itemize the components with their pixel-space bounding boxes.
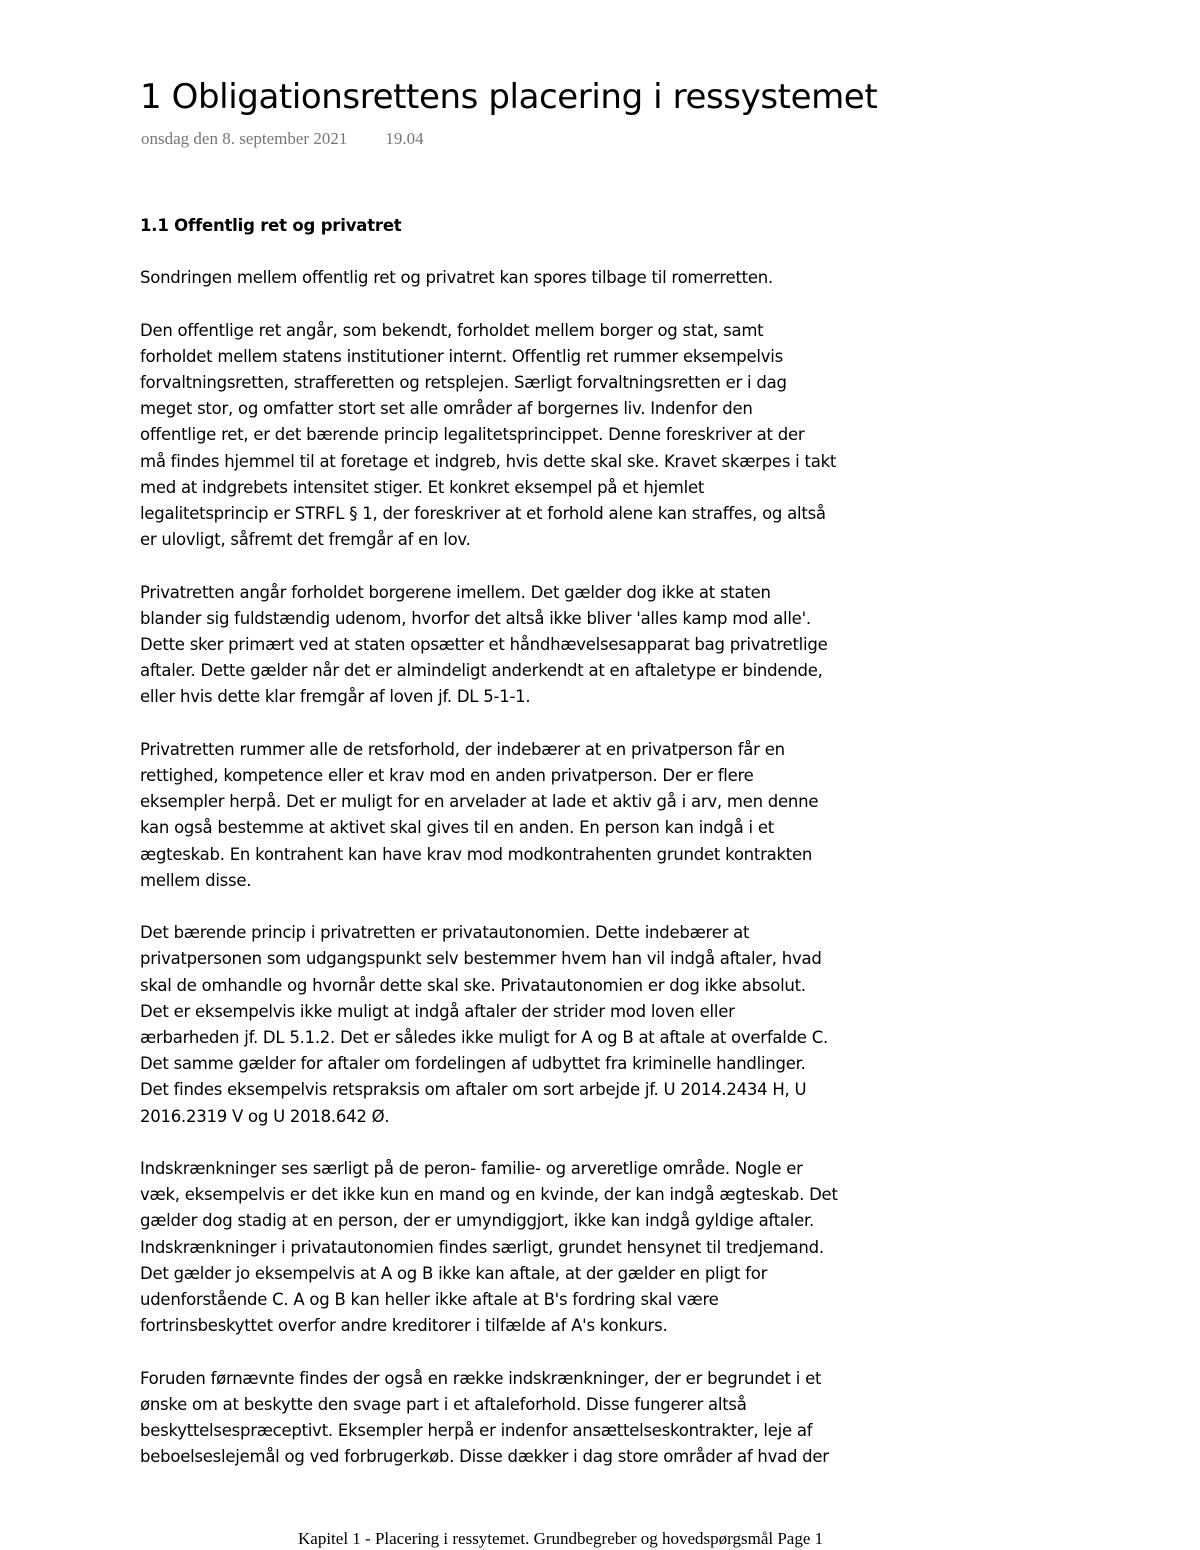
text-line: ærbarheden jf. DL 5.1.2. Det er således ikke muligt for A og B at aftale at overfalde C.: [140, 1028, 828, 1048]
document-body: [140, 213, 910, 1497]
text-line: forholdet mellem statens institutioner internt. Offentlig ret rummer eksempelvis: [140, 346, 783, 366]
text-line: ønske om at beskytte den svage part i et aftaleforhold. Disse fungerer altså: [140, 1394, 747, 1414]
text-line: Den offentlige ret angår, som bekendt, forholdet mellem borger og stat, samt: [140, 320, 764, 340]
text-line: Foruden førnævnte findes der også en række indskrænkninger, der er begrundet i et: [140, 1368, 822, 1388]
paragraph-list: [140, 265, 910, 1470]
paragraph: [140, 318, 910, 554]
paragraph: [140, 580, 910, 711]
text-line: Det gælder jo eksempelvis at A og B ikke kan aftale, at der gælder en pligt for: [140, 1263, 768, 1283]
text-line: med at indgrebets intensitet stiger. Et konkret eksempel på et hjemlet: [140, 477, 705, 497]
paragraph: [140, 737, 910, 894]
text-line: Privatretten angår forholdet borgerene imellem. Det gælder dog ikke at staten: [140, 582, 771, 602]
text-line: udenforstående C. A og B kan heller ikke aftale at B's fordring skal være: [140, 1290, 719, 1310]
paragraph: [140, 1156, 910, 1339]
text-line: 2016.2319 V og U 2018.642 Ø.: [140, 1106, 390, 1126]
text-line: Det samme gælder for aftaler om fordelingen af udbyttet fra kriminelle handlinger.: [140, 1054, 806, 1074]
text-line: fortrinsbeskyttet overfor andre kreditorer i tilfælde af A's konkurs.: [140, 1316, 668, 1336]
text-line: offentlige ret, er det bærende princip legalitetsprincippet. Denne foreskriver at der: [140, 425, 805, 445]
text-line: meget stor, og omfatter stort set alle områder af borgernes liv. Indenfor den: [140, 399, 753, 419]
text-line: gælder dog stadig at en person, der er umyndiggjort, ikke kan indgå gyldige aftaler.: [140, 1211, 815, 1231]
text-line: Det bærende princip i privatretten er privatautonomien. Dette indebærer at: [140, 923, 750, 943]
text-line: skal de omhandle og hvornår dette skal ske. Privatautonomien er dog ikke absolut.: [140, 975, 806, 995]
text-line: legalitetsprincip er STRFL § 1, der foreskriver at et forhold alene kan straffes, og altså: [140, 504, 826, 524]
text-line: Sondringen mellem offentlig ret og privatret kan spores tilbage til romerretten.: [140, 268, 773, 288]
text-line: Privatretten rummer alle de retsforhold, der indebærer at en privatperson får en: [140, 739, 785, 759]
page-footer: Kapitel 1 - Placering i ressytemet. Grundbegreber og hovedspørgsmål Page 1: [298, 1529, 824, 1548]
paragraph: [140, 920, 910, 1130]
text-line: eksempler herpå. Det er muligt for en arvelader at lade et aktiv gå i arv, men denne: [140, 792, 819, 812]
text-line: Indskrænkninger i privatautonomien findes særligt, grundet hensynet til tredjemand.: [140, 1237, 824, 1257]
text-line: væk, eksempelvis er det ikke kun en mand og en kvinde, der kan indgå ægteskab. Det: [140, 1185, 838, 1205]
text-line: eller hvis dette klar fremgår af loven jf. DL 5-1-1.: [140, 687, 531, 707]
paragraph: [140, 1366, 910, 1471]
timestamp: [141, 127, 424, 151]
text-line: blander sig fuldstændig udenom, hvorfor det altså ikke bliver 'alles kamp mod alle'.: [140, 608, 811, 628]
text-line: aftaler. Dette gælder når det er almindeligt anderkendt at en aftaletype er bindende,: [140, 661, 823, 681]
text-line: Indskrænkninger ses særligt på de peron- familie- og arveretlige område. Nogle er: [140, 1159, 803, 1179]
date-text: onsdag den 8. september 2021: [141, 129, 348, 148]
text-line: mellem disse.: [140, 870, 252, 890]
text-line: rettighed, kompetence eller et krav mod en anden privatperson. Der er flere: [140, 766, 754, 786]
text-line: er ulovligt, såfremt det fremgår af en lov.: [140, 530, 471, 550]
page-title: 1 Obligationsrettens placering i ressystemet: [140, 77, 878, 117]
text-line: Det er eksempelvis ikke muligt at indgå aftaler der strider mod loven eller: [140, 1001, 735, 1021]
text-line: Det findes eksempelvis retspraksis om aftaler om sort arbejde jf. U 2014.2434 H, U: [140, 1080, 807, 1100]
text-line: Dette sker primært ved at staten opsætter et håndhævelsesapparat bag privatretlige: [140, 635, 828, 655]
paragraph: [140, 265, 910, 291]
text-line: ægteskab. En kontrahent kan have krav mod modkontrahenten grundet kontrakten: [140, 844, 813, 864]
text-line: må findes hjemmel til at foretage et indgreb, hvis dette skal ske. Kravet skærpes i takt: [140, 451, 837, 471]
text-line: kan også bestemme at aktivet skal gives til en anden. En person kan indgå i et: [140, 818, 774, 838]
text-line: beskyttelsespræceptivt. Eksempler herpå er indenfor ansættelseskontrakter, leje af: [140, 1421, 813, 1441]
text-line: beboelseslejemål og ved forbrugerkøb. Disse dækker i dag store områder af hvad der: [140, 1447, 829, 1467]
section-heading: 1.1 Offentlig ret og privatret: [140, 216, 402, 235]
text-line: forvaltningsretten, strafferetten og retsplejen. Særligt forvaltningsretten er i dag: [140, 373, 787, 392]
text-line: privatpersonen som udgangspunkt selv bestemmer hvem han vil indgå aftaler, hvad: [140, 949, 822, 969]
time-text: 19.04: [385, 129, 424, 148]
